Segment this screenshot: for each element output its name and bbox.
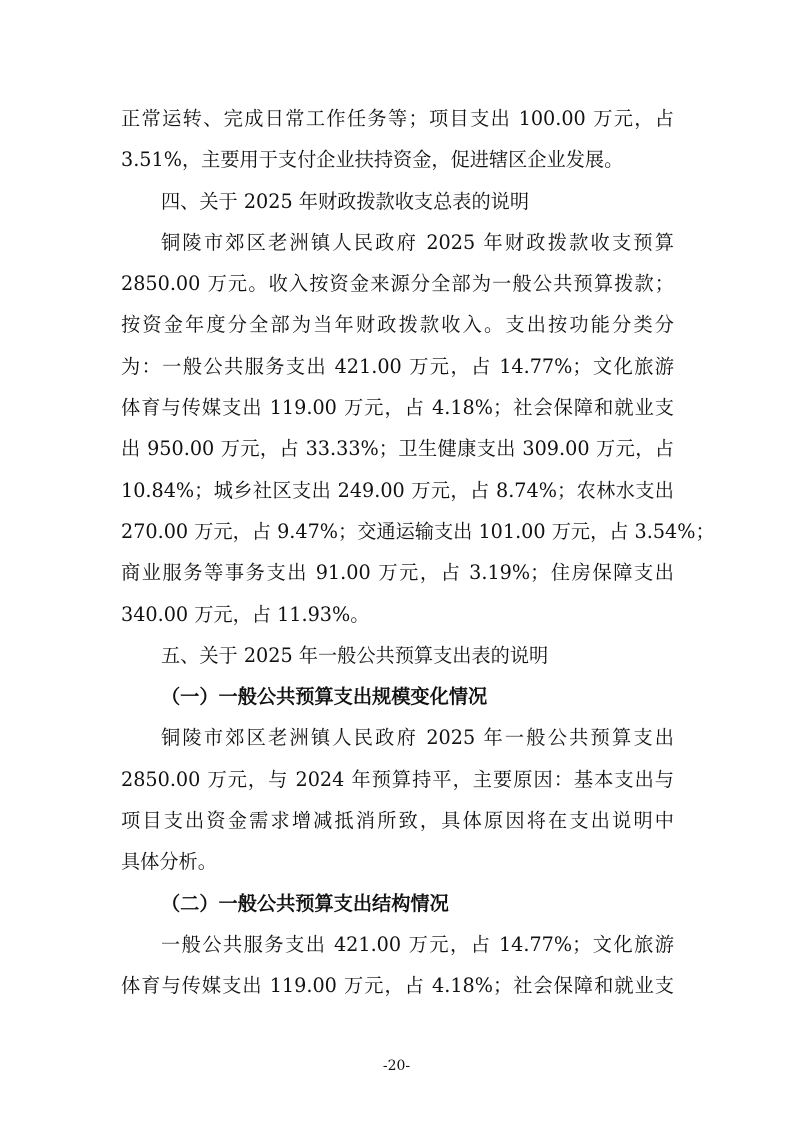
document-body	[121, 98, 715, 1007]
text-line: 2850.00 万元。收入按资金来源分全部为一般公共预算拨款；	[121, 272, 674, 296]
section-heading-5: 五、关于 2025 年一般公共预算支出表的说明	[161, 643, 549, 667]
subsection-heading-2: （二）一般公共预算支出结构情况	[161, 891, 449, 915]
text-line: 按资金年度分全部为当年财政拨款收入。支出按功能分类分	[121, 313, 674, 337]
text-line: 铜陵市郊区老洲镇人民政府 2025 年一般公共预算支出	[161, 726, 674, 750]
text-line: 项目支出资金需求增减抵消所致，具体原因将在支出说明中	[121, 809, 674, 833]
text-line: 3.51%，主要用于支付企业扶持资金，促进辖区企业发展。	[121, 148, 624, 172]
text-line: 铜陵市郊区老洲镇人民政府 2025 年财政拨款收支预算	[161, 230, 674, 254]
text-line: 340.00 万元，占 11.93%。	[121, 602, 370, 626]
text-line: 出 950.00 万元，占 33.33%；卫生健康支出 309.00 万元，占	[121, 437, 674, 461]
text-line: 为：一般公共服务支出 421.00 万元，占 14.77%；文化旅游	[121, 354, 674, 378]
subsection-heading-1: （一）一般公共预算支出规模变化情况	[161, 685, 488, 709]
text-line: 10.84%；城乡社区支出 249.00 万元，占 8.74%；农林水支出	[121, 478, 674, 502]
text-line: 一般公共服务支出 421.00 万元，占 14.77%；文化旅游	[161, 932, 674, 956]
text-line: 270.00 万元，占 9.47%；交通运输支出 101.00 万元，占 3.54%；	[121, 519, 715, 543]
text-line: 正常运转、完成日常工作任务等；项目支出 100.00 万元，占	[121, 107, 674, 130]
text-line: 具体分析。	[121, 850, 217, 874]
page-number: -20-	[382, 1058, 411, 1074]
text-line: 体育与传媒支出 119.00 万元，占 4.18%；社会保障和就业支	[121, 974, 674, 998]
text-line: 2850.00 万元，与 2024 年预算持平，主要原因：基本支出与	[121, 767, 674, 791]
text-line: 体育与传媒支出 119.00 万元，占 4.18%；社会保障和就业支	[121, 396, 674, 420]
text-line: 商业服务等事务支出 91.00 万元，占 3.19%；住房保障支出	[121, 561, 674, 585]
section-heading-4: 四、关于 2025 年财政拨款收支总表的说明	[161, 189, 530, 213]
